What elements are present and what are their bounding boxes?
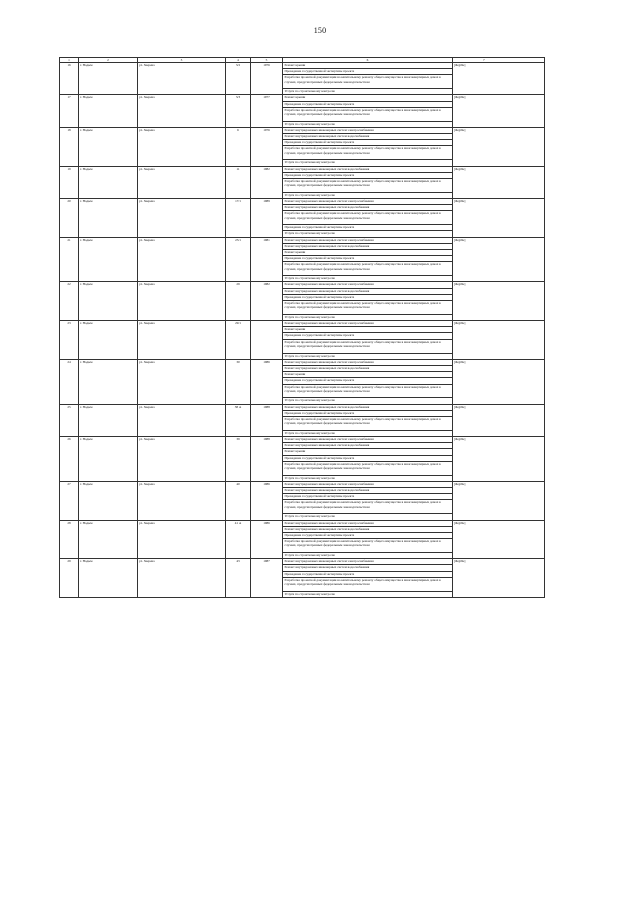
work-type-cell: Разработка проектной документации на капитальному ремонту общего имущества в многоквартирных домах в случаях, предусмотренных федеральным законодательством	[283, 416, 453, 430]
table-body	[60, 58, 545, 598]
object-code-cell: [illegible]	[453, 127, 545, 166]
work-type-cell: Ремонт внутридомовых инженерных систем электроснабжения	[283, 559, 453, 565]
city-cell: г. Надым	[79, 559, 138, 598]
work-type-cell: Разработка проектной документации на капитальному ремонту общего имущества в многоквартирных домах в случаях, предусмотренных федеральным законодательством	[283, 384, 453, 398]
object-code-cell: [illegible]	[453, 481, 545, 520]
work-type-cell: Проведение государственной экспертизы проекта	[283, 378, 453, 384]
house-cell: 23/1	[226, 237, 251, 282]
work-type-cell: Разработка проектной документации на капитальному ремонту общего имущества в многоквартирных домах в случаях, предусмотренных федеральным законодательством	[283, 75, 453, 89]
work-type-cell: Проведение государственной экспертизы проекта	[283, 294, 453, 300]
object-code-cell: [illegible]	[453, 359, 545, 404]
row-number: 18	[60, 127, 79, 166]
work-type-cell: Проведение государственной экспертизы проекта	[283, 172, 453, 178]
work-type-cell: Ремонт внутридомовых инженерных систем водоснабжения	[283, 443, 453, 449]
row-number: 24	[60, 359, 79, 404]
work-type-cell: Ремонт крыши	[283, 250, 453, 256]
object-code-cell: [illegible]	[453, 437, 545, 482]
row-number: 27	[60, 481, 79, 520]
work-type-cell: Услуги по строительному контролю	[283, 552, 453, 558]
work-type-cell: Ремонт внутридомовых инженерных систем водоснабжения	[283, 166, 453, 172]
work-type-cell: Ремонт внутридомовых инженерных систем электроснабжения	[283, 321, 453, 327]
object-code-cell: [illegible]	[453, 95, 545, 127]
work-type-cell: Ремонт крыши	[283, 327, 453, 333]
house-cell: 29	[226, 282, 251, 321]
city-cell: г. Надым	[79, 237, 138, 282]
city-cell: г. Надым	[79, 321, 138, 360]
work-type-cell: Ремонт крыши	[283, 95, 453, 101]
row-number: 16	[60, 63, 79, 95]
street-cell: ул. Зверева	[138, 321, 226, 360]
work-type-cell: Ремонт крыши	[283, 449, 453, 455]
work-type-cell: Услуги по строительному контролю	[283, 398, 453, 404]
year-cell	[251, 321, 283, 360]
row-number: 23	[60, 321, 79, 360]
work-type-cell: Ремонт внутридомовых инженерных систем водоснабжения	[283, 565, 453, 571]
street-cell: ул. Зверева	[138, 437, 226, 482]
year-cell: 1982	[251, 166, 283, 198]
city-cell: г. Надым	[79, 63, 138, 95]
work-type-cell: Услуги по строительному контролю	[283, 475, 453, 481]
work-type-cell: Ремонт внутридомовых инженерных систем водоснабжения	[283, 488, 453, 494]
year-cell: 1981	[251, 237, 283, 282]
year-cell: 1977	[251, 95, 283, 127]
work-type-cell: Услуги по строительному контролю	[283, 314, 453, 320]
page-number: 150	[313, 26, 327, 35]
house-cell: 17/1	[226, 199, 251, 238]
row-number: 26	[60, 437, 79, 482]
work-type-cell: Разработка проектной документации на капитальному ремонту общего имущества в многоквартирных домах в случаях, предусмотренных федеральным законодательством	[283, 262, 453, 276]
house-cell: 39	[226, 437, 251, 482]
street-cell: ул. Зверева	[138, 520, 226, 559]
city-cell: г. Надым	[79, 95, 138, 127]
work-type-cell: Разработка проектной документации на капитальному ремонту общего имущества в многоквартирных домах в случаях, предусмотренных федеральным законодательством	[283, 107, 453, 121]
work-type-cell: Разработка проектной документации на капитальному ремонту общего имущества в многоквартирных домах в случаях, предусмотренных федеральным законодательством	[283, 301, 453, 315]
street-cell: ул. Зверева	[138, 199, 226, 238]
work-type-cell: Услуги по строительному контролю	[283, 430, 453, 436]
work-type-cell: Разработка проектной документации на капитальному ремонту общего имущества в многоквартирных домах в случаях, предусмотренных федеральным законодательством	[283, 539, 453, 553]
work-type-cell: Ремонт внутридомовых инженерных систем водоснабжения	[283, 365, 453, 371]
row-number: 22	[60, 282, 79, 321]
work-type-cell: Ремонт внутридомовых инженерных систем водоснабжения	[283, 205, 453, 211]
work-type-cell: Ремонт внутридомовых инженерных систем электроснабжения	[283, 199, 453, 205]
work-type-cell: Разработка проектной документации на капитальному ремонту общего имущества в многоквартирных домах в случаях, предусмотренных федеральным законодательством	[283, 211, 453, 225]
row-number: 17	[60, 95, 79, 127]
work-type-cell: Ремонт внутридомовых инженерных систем электроснабжения	[283, 481, 453, 487]
work-type-cell: Ремонт внутридомовых инженерных систем электроснабжения	[283, 127, 453, 133]
street-cell: ул. Зверева	[138, 166, 226, 198]
house-cell: 6	[226, 127, 251, 166]
column-number: 6	[283, 58, 453, 63]
house-cell: 30	[226, 359, 251, 404]
house-cell: 38 А	[226, 404, 251, 436]
column-number: 7	[453, 58, 545, 63]
city-cell: г. Надым	[79, 199, 138, 238]
work-type-cell: Ремонт крыши	[283, 63, 453, 69]
year-cell: 1988	[251, 437, 283, 482]
street-cell: ул. Зверева	[138, 359, 226, 404]
house-cell: 40	[226, 481, 251, 520]
work-type-cell: Проведение государственной экспертизы проекта	[283, 532, 453, 538]
city-cell: г. Надым	[79, 282, 138, 321]
city-cell: г. Надым	[79, 481, 138, 520]
year-cell: 1976	[251, 127, 283, 166]
work-type-cell: Ремонт внутридомовых инженерных систем водоснабжения	[283, 288, 453, 294]
house-cell: 29/1	[226, 321, 251, 360]
work-type-cell: Разработка проектной документации на капитальному ремонту общего имущества в многоквартирных домах в случаях, предусмотренных федеральным законодательством	[283, 500, 453, 514]
work-type-cell: Проведение государственной экспертизы проекта	[283, 571, 453, 577]
work-type-cell: Услуги по строительному контролю	[283, 160, 453, 166]
row-number: 21	[60, 237, 79, 282]
city-cell: г. Надым	[79, 127, 138, 166]
work-type-cell: Проведение государственной экспертизы проекта	[283, 69, 453, 75]
work-type-cell: Услуги по строительному контролю	[283, 89, 453, 95]
house-cell: 3/3	[226, 95, 251, 127]
year-cell: 1976	[251, 63, 283, 95]
work-type-cell: Услуги по строительному контролю	[283, 121, 453, 127]
work-type-cell: Ремонт внутридомовых инженерных систем водоснабжения	[283, 243, 453, 249]
column-number: 1	[60, 58, 79, 63]
street-cell: ул. Зверева	[138, 282, 226, 321]
work-type-cell: Услуги по строительному контролю	[283, 514, 453, 520]
street-cell: ул. Зверева	[138, 237, 226, 282]
object-code-cell: [illegible]	[453, 321, 545, 360]
object-code-cell: [illegible]	[453, 282, 545, 321]
year-cell: 1986	[251, 481, 283, 520]
work-type-cell: Проведение государственной экспертизы проекта	[283, 410, 453, 416]
street-cell: ул. Зверева	[138, 63, 226, 95]
object-code-cell: [illegible]	[453, 237, 545, 282]
city-cell: г. Надым	[79, 359, 138, 404]
row-number: 20	[60, 199, 79, 238]
work-type-cell: Ремонт внутридомовых инженерных систем электроснабжения	[283, 237, 453, 243]
year-cell: 1988	[251, 404, 283, 436]
street-cell: ул. Зверева	[138, 127, 226, 166]
object-code-cell: [illegible]	[453, 63, 545, 95]
object-code-cell: [illegible]	[453, 404, 545, 436]
work-type-cell: Проведение государственной экспертизы проекта	[283, 225, 453, 231]
object-code-cell: [illegible]	[453, 520, 545, 559]
work-type-cell: Разработка проектной документации на капитальному ремонту общего имущества в многоквартирных домах в случаях, предусмотренных федеральным законодательством	[283, 178, 453, 192]
work-type-cell: Проведение государственной экспертизы проекта	[283, 494, 453, 500]
row-number: 28	[60, 520, 79, 559]
street-cell: ул. Зверева	[138, 559, 226, 598]
work-type-cell: Проведение государственной экспертизы проекта	[283, 101, 453, 107]
street-cell: ул. Зверева	[138, 481, 226, 520]
city-cell: г. Надым	[79, 520, 138, 559]
city-cell: г. Надым	[79, 404, 138, 436]
work-type-cell: Проведение государственной экспертизы проекта	[283, 333, 453, 339]
work-type-cell: Услуги по строительному контролю	[283, 192, 453, 198]
work-type-cell: Ремонт внутридомовых инженерных систем электроснабжения	[283, 437, 453, 443]
work-type-cell: Проведение государственной экспертизы проекта	[283, 455, 453, 461]
work-type-cell: Разработка проектной документации на капитальному ремонту общего имущества в многоквартирных домах в случаях, предусмотренных федеральным законодательством	[283, 339, 453, 353]
work-type-cell: Ремонт внутридомовых инженерных систем водоснабжения	[283, 526, 453, 532]
year-cell: 1982	[251, 282, 283, 321]
work-type-cell: Ремонт внутридомовых инженерных систем электроснабжения	[283, 282, 453, 288]
house-cell: 3/2	[226, 63, 251, 95]
work-type-cell: Услуги по строительному контролю	[283, 591, 453, 597]
house-cell: 41 А	[226, 520, 251, 559]
work-type-cell: Проведение государственной экспертизы проекта	[283, 256, 453, 262]
work-type-cell: Ремонт внутридомовых инженерных систем водоснабжения	[283, 134, 453, 140]
street-cell: ул. Зверева	[138, 404, 226, 436]
capital-repair-register-table	[59, 57, 545, 598]
work-type-cell: Услуги по строительному контролю	[283, 353, 453, 359]
object-code-cell: [illegible]	[453, 199, 545, 238]
work-type-cell: Услуги по строительному контролю	[283, 231, 453, 237]
city-cell: г. Надым	[79, 166, 138, 198]
work-type-cell: Разработка проектной документации на капитальному ремонту общего имущества в многоквартирных домах в случаях, предусмотренных федеральным законодательством	[283, 577, 453, 591]
row-number: 25	[60, 404, 79, 436]
work-type-cell: Разработка проектной документации на капитальному ремонту общего имущества в многоквартирных домах в случаях, предусмотренных федеральным законодательством	[283, 146, 453, 160]
house-cell: 43	[226, 559, 251, 598]
column-number: 3	[138, 58, 226, 63]
city-cell: г. Надым	[79, 437, 138, 482]
year-cell: 1989	[251, 199, 283, 238]
row-number: 29	[60, 559, 79, 598]
work-type-cell: Проведение государственной экспертизы проекта	[283, 140, 453, 146]
object-code-cell: [illegible]	[453, 559, 545, 598]
work-type-cell: Разработка проектной документации на капитальному ремонту общего имущества в многоквартирных домах в случаях, предусмотренных федеральным законодательством	[283, 461, 453, 475]
column-number: 2	[79, 58, 138, 63]
work-type-cell: Ремонт внутридомовых инженерных систем электроснабжения	[283, 359, 453, 365]
object-code-cell: [illegible]	[453, 166, 545, 198]
work-type-cell: Услуги по строительному контролю	[283, 276, 453, 282]
column-number: 4	[226, 58, 251, 63]
year-cell: 1987	[251, 559, 283, 598]
row-number: 19	[60, 166, 79, 198]
work-type-cell: Ремонт внутридомовых инженерных систем водоснабжения	[283, 404, 453, 410]
year-cell: 1986	[251, 359, 283, 404]
column-number: 5	[251, 58, 283, 63]
work-type-cell: Ремонт крыши	[283, 372, 453, 378]
work-type-cell: Ремонт внутридомовых инженерных систем электроснабжения	[283, 520, 453, 526]
street-cell: ул. Зверева	[138, 95, 226, 127]
house-cell: 11	[226, 166, 251, 198]
year-cell: 1986	[251, 520, 283, 559]
